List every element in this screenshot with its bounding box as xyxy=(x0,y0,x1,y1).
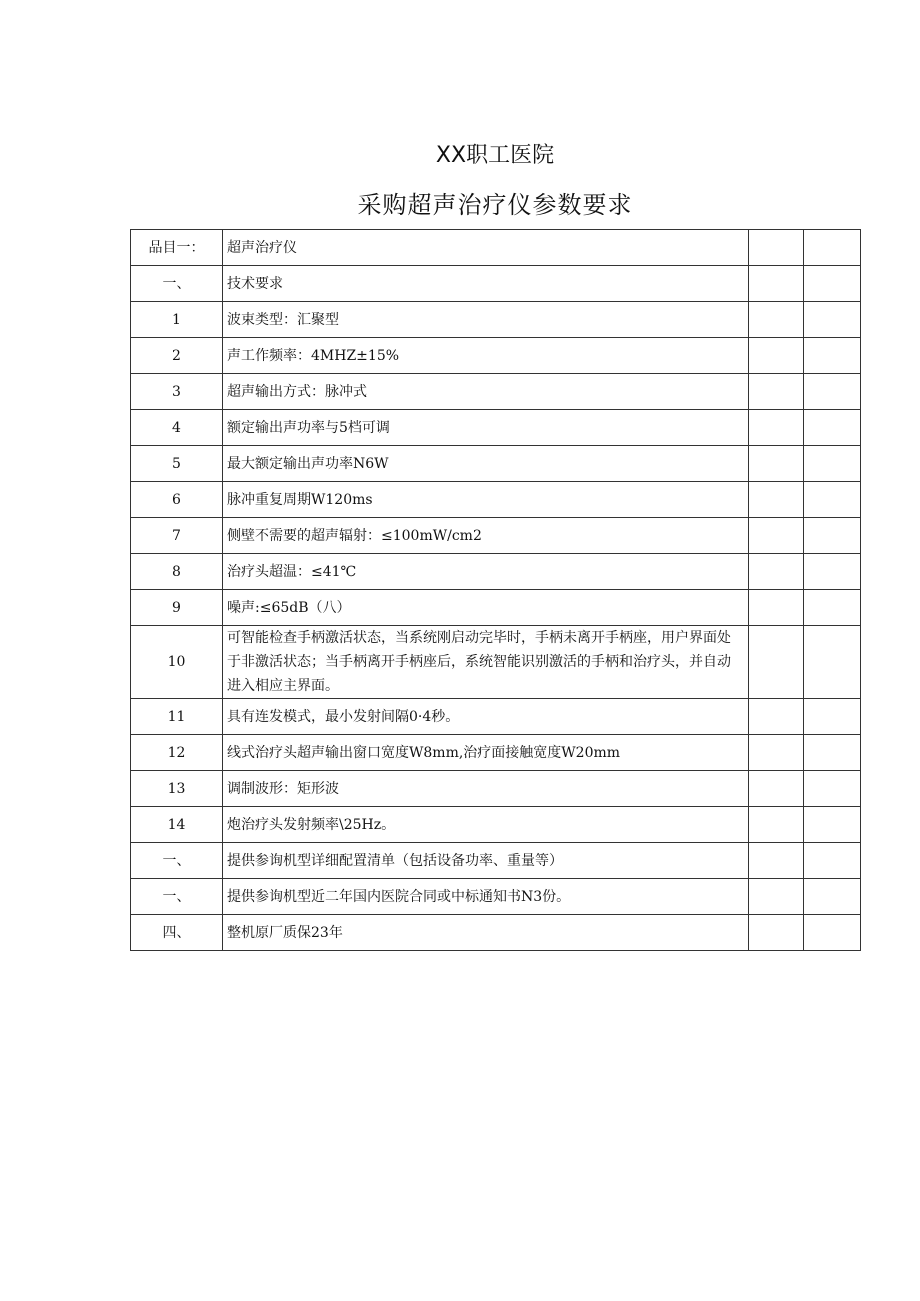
row-number: 2 xyxy=(131,338,223,374)
row-cell-3 xyxy=(749,915,804,951)
row-cell-3 xyxy=(749,626,804,699)
row-number: 7 xyxy=(131,518,223,554)
row-cell-3 xyxy=(749,302,804,338)
row-cell-3 xyxy=(749,879,804,915)
table-row xyxy=(131,482,861,518)
table-row xyxy=(131,915,861,951)
spec-table xyxy=(130,229,861,951)
row-description: 超声治疗仪 xyxy=(223,230,749,266)
row-cell-3 xyxy=(749,410,804,446)
row-cell-4 xyxy=(804,230,861,266)
table-row xyxy=(131,626,861,699)
table-row xyxy=(131,771,861,807)
table-row xyxy=(131,230,861,266)
row-cell-4 xyxy=(804,554,861,590)
table-row xyxy=(131,374,861,410)
row-cell-4 xyxy=(804,446,861,482)
table-row xyxy=(131,879,861,915)
row-cell-3 xyxy=(749,518,804,554)
row-cell-4 xyxy=(804,771,861,807)
row-number: 一、 xyxy=(131,879,223,915)
row-cell-4 xyxy=(804,590,861,626)
table-row xyxy=(131,410,861,446)
row-number: 5 xyxy=(131,446,223,482)
row-number: 6 xyxy=(131,482,223,518)
row-description: 侧壁不需要的超声辐射：≤100mW/cm2 xyxy=(223,518,749,554)
row-number: 3 xyxy=(131,374,223,410)
row-cell-3 xyxy=(749,554,804,590)
row-cell-3 xyxy=(749,338,804,374)
row-description: 可智能检查手柄激活状态，当系统刚启动完毕时，手柄未离开手柄座，用户界面处于非激活状态；当手柄离开手柄座后，系统智能识别激活的手柄和治疗头，并自动进入相应主界面。 xyxy=(223,626,749,699)
row-description: 治疗头超温：≤41℃ xyxy=(223,554,749,590)
organization-title: XX职工医院 xyxy=(435,143,555,168)
row-number: 1 xyxy=(131,302,223,338)
table-row xyxy=(131,699,861,735)
row-cell-3 xyxy=(749,482,804,518)
row-number: 四、 xyxy=(131,915,223,951)
row-cell-4 xyxy=(804,879,861,915)
row-number: 品目一： xyxy=(131,230,223,266)
row-cell-4 xyxy=(804,915,861,951)
table-row xyxy=(131,266,861,302)
row-number: 4 xyxy=(131,410,223,446)
row-description: 波束类型：汇聚型 xyxy=(223,302,749,338)
row-cell-3 xyxy=(749,374,804,410)
row-description: 噪声:≤65dB（八） xyxy=(223,590,749,626)
row-number: 14 xyxy=(131,807,223,843)
row-description: 提供参询机型近二年国内医院合同或中标通知书N3份。 xyxy=(223,879,749,915)
row-cell-3 xyxy=(749,266,804,302)
table-row xyxy=(131,338,861,374)
row-cell-4 xyxy=(804,374,861,410)
table-row xyxy=(131,590,861,626)
row-cell-3 xyxy=(749,230,804,266)
document-title: 采购超声治疗仪参数要求 xyxy=(357,191,633,219)
row-cell-3 xyxy=(749,590,804,626)
row-description: 最大额定输出声功率N6W xyxy=(223,446,749,482)
row-number: 11 xyxy=(131,699,223,735)
table-row xyxy=(131,446,861,482)
table-row xyxy=(131,302,861,338)
row-description: 脉冲重复周期W120ms xyxy=(223,482,749,518)
table-row xyxy=(131,735,861,771)
table-row xyxy=(131,518,861,554)
row-number: 12 xyxy=(131,735,223,771)
row-description: 超声输出方式：脉冲式 xyxy=(223,374,749,410)
row-cell-3 xyxy=(749,699,804,735)
row-description: 具有连发模式，最小发射间隔0·4秒。 xyxy=(223,699,749,735)
row-description: 炮治疗头发射频率\25Hz。 xyxy=(223,807,749,843)
row-cell-3 xyxy=(749,771,804,807)
row-cell-4 xyxy=(804,626,861,699)
row-cell-4 xyxy=(804,735,861,771)
row-cell-4 xyxy=(804,807,861,843)
row-number: 一、 xyxy=(131,843,223,879)
row-description: 额定输出声功率与5档可调 xyxy=(223,410,749,446)
table-row xyxy=(131,554,861,590)
row-cell-3 xyxy=(749,807,804,843)
row-description: 整机原厂质保23年 xyxy=(223,915,749,951)
table-row xyxy=(131,807,861,843)
row-description: 提供参询机型详细配置清单（包括设备功率、重量等） xyxy=(223,843,749,879)
row-cell-4 xyxy=(804,338,861,374)
row-description: 声工作频率：4MHZ±15% xyxy=(223,338,749,374)
row-cell-3 xyxy=(749,735,804,771)
row-number: 一、 xyxy=(131,266,223,302)
row-cell-4 xyxy=(804,518,861,554)
row-number: 8 xyxy=(131,554,223,590)
row-number: 13 xyxy=(131,771,223,807)
row-description: 线式治疗头超声输出窗口宽度W8mm,治疗面接触宽度W20mm xyxy=(223,735,749,771)
row-number: 9 xyxy=(131,590,223,626)
row-cell-4 xyxy=(804,266,861,302)
row-description: 调制波形：矩形波 xyxy=(223,771,749,807)
row-cell-4 xyxy=(804,410,861,446)
row-description: 技术要求 xyxy=(223,266,749,302)
row-cell-3 xyxy=(749,446,804,482)
row-cell-4 xyxy=(804,302,861,338)
table-row xyxy=(131,843,861,879)
row-number: 10 xyxy=(131,626,223,699)
row-cell-4 xyxy=(804,843,861,879)
row-cell-3 xyxy=(749,843,804,879)
row-cell-4 xyxy=(804,482,861,518)
row-cell-4 xyxy=(804,699,861,735)
